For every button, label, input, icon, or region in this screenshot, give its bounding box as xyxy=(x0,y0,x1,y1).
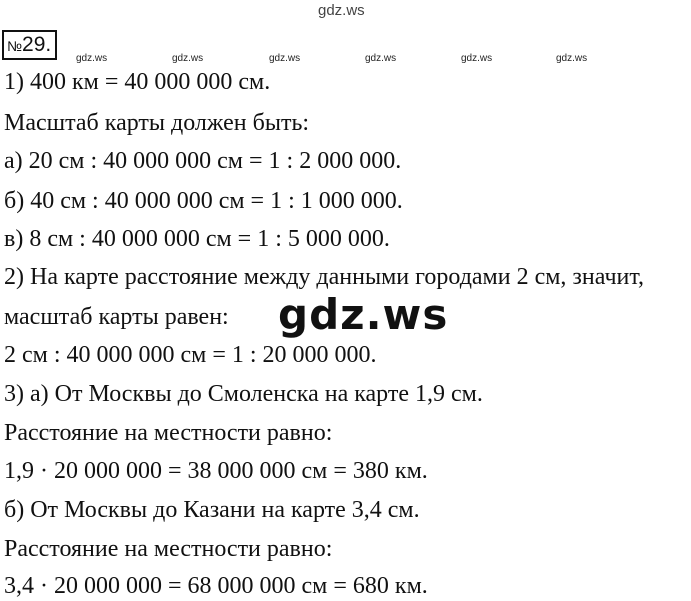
solution-line: а) 20 см : 40 000 000 см = 1 : 2 000 000. xyxy=(4,148,402,174)
watermark-small: gdz.ws xyxy=(172,53,204,64)
solution-line: Расстояние на местности равно: xyxy=(4,420,333,446)
solution-line: 1,9 · 20 000 000 = 38 000 000 см = 380 км. xyxy=(4,458,428,484)
watermark-small: gdz.ws xyxy=(556,53,588,64)
solution-line: в) 8 см : 40 000 000 см = 1 : 5 000 000. xyxy=(4,226,390,252)
watermark-small: gdz.ws xyxy=(365,53,397,64)
number-sign: № xyxy=(7,38,23,54)
solution-line: 2 см : 40 000 000 см = 1 : 20 000 000. xyxy=(4,342,377,368)
solution-line: Масштаб карты должен быть: xyxy=(4,110,310,136)
solution-line: б) От Москвы до Казани на карте 3,4 см. xyxy=(4,497,420,523)
solution-line: 3,4 · 20 000 000 = 68 000 000 см = 680 км. xyxy=(4,573,428,599)
watermark-top: gdz.ws xyxy=(318,2,365,19)
watermark-small: gdz.ws xyxy=(461,53,493,64)
watermark-row xyxy=(0,53,691,67)
solution-line: Расстояние на местности равно: xyxy=(4,536,333,562)
solution-line: 1) 400 км = 40 000 000 см. xyxy=(4,69,271,95)
watermark-small: gdz.ws xyxy=(269,53,301,64)
solution-line: б) 40 см : 40 000 000 см = 1 : 1 000 000. xyxy=(4,188,403,214)
watermark-big: gdz.ws xyxy=(278,290,449,339)
solution-line: масштаб карты равен: xyxy=(4,304,229,330)
task-number: 29. xyxy=(22,33,52,56)
watermark-small: gdz.ws xyxy=(76,53,108,64)
solution-line: 3) а) От Москвы до Смоленска на карте 1,9 см. xyxy=(4,381,483,407)
solution-line: 2) На карте расстояние между данными городами 2 см, значит, xyxy=(4,264,645,290)
